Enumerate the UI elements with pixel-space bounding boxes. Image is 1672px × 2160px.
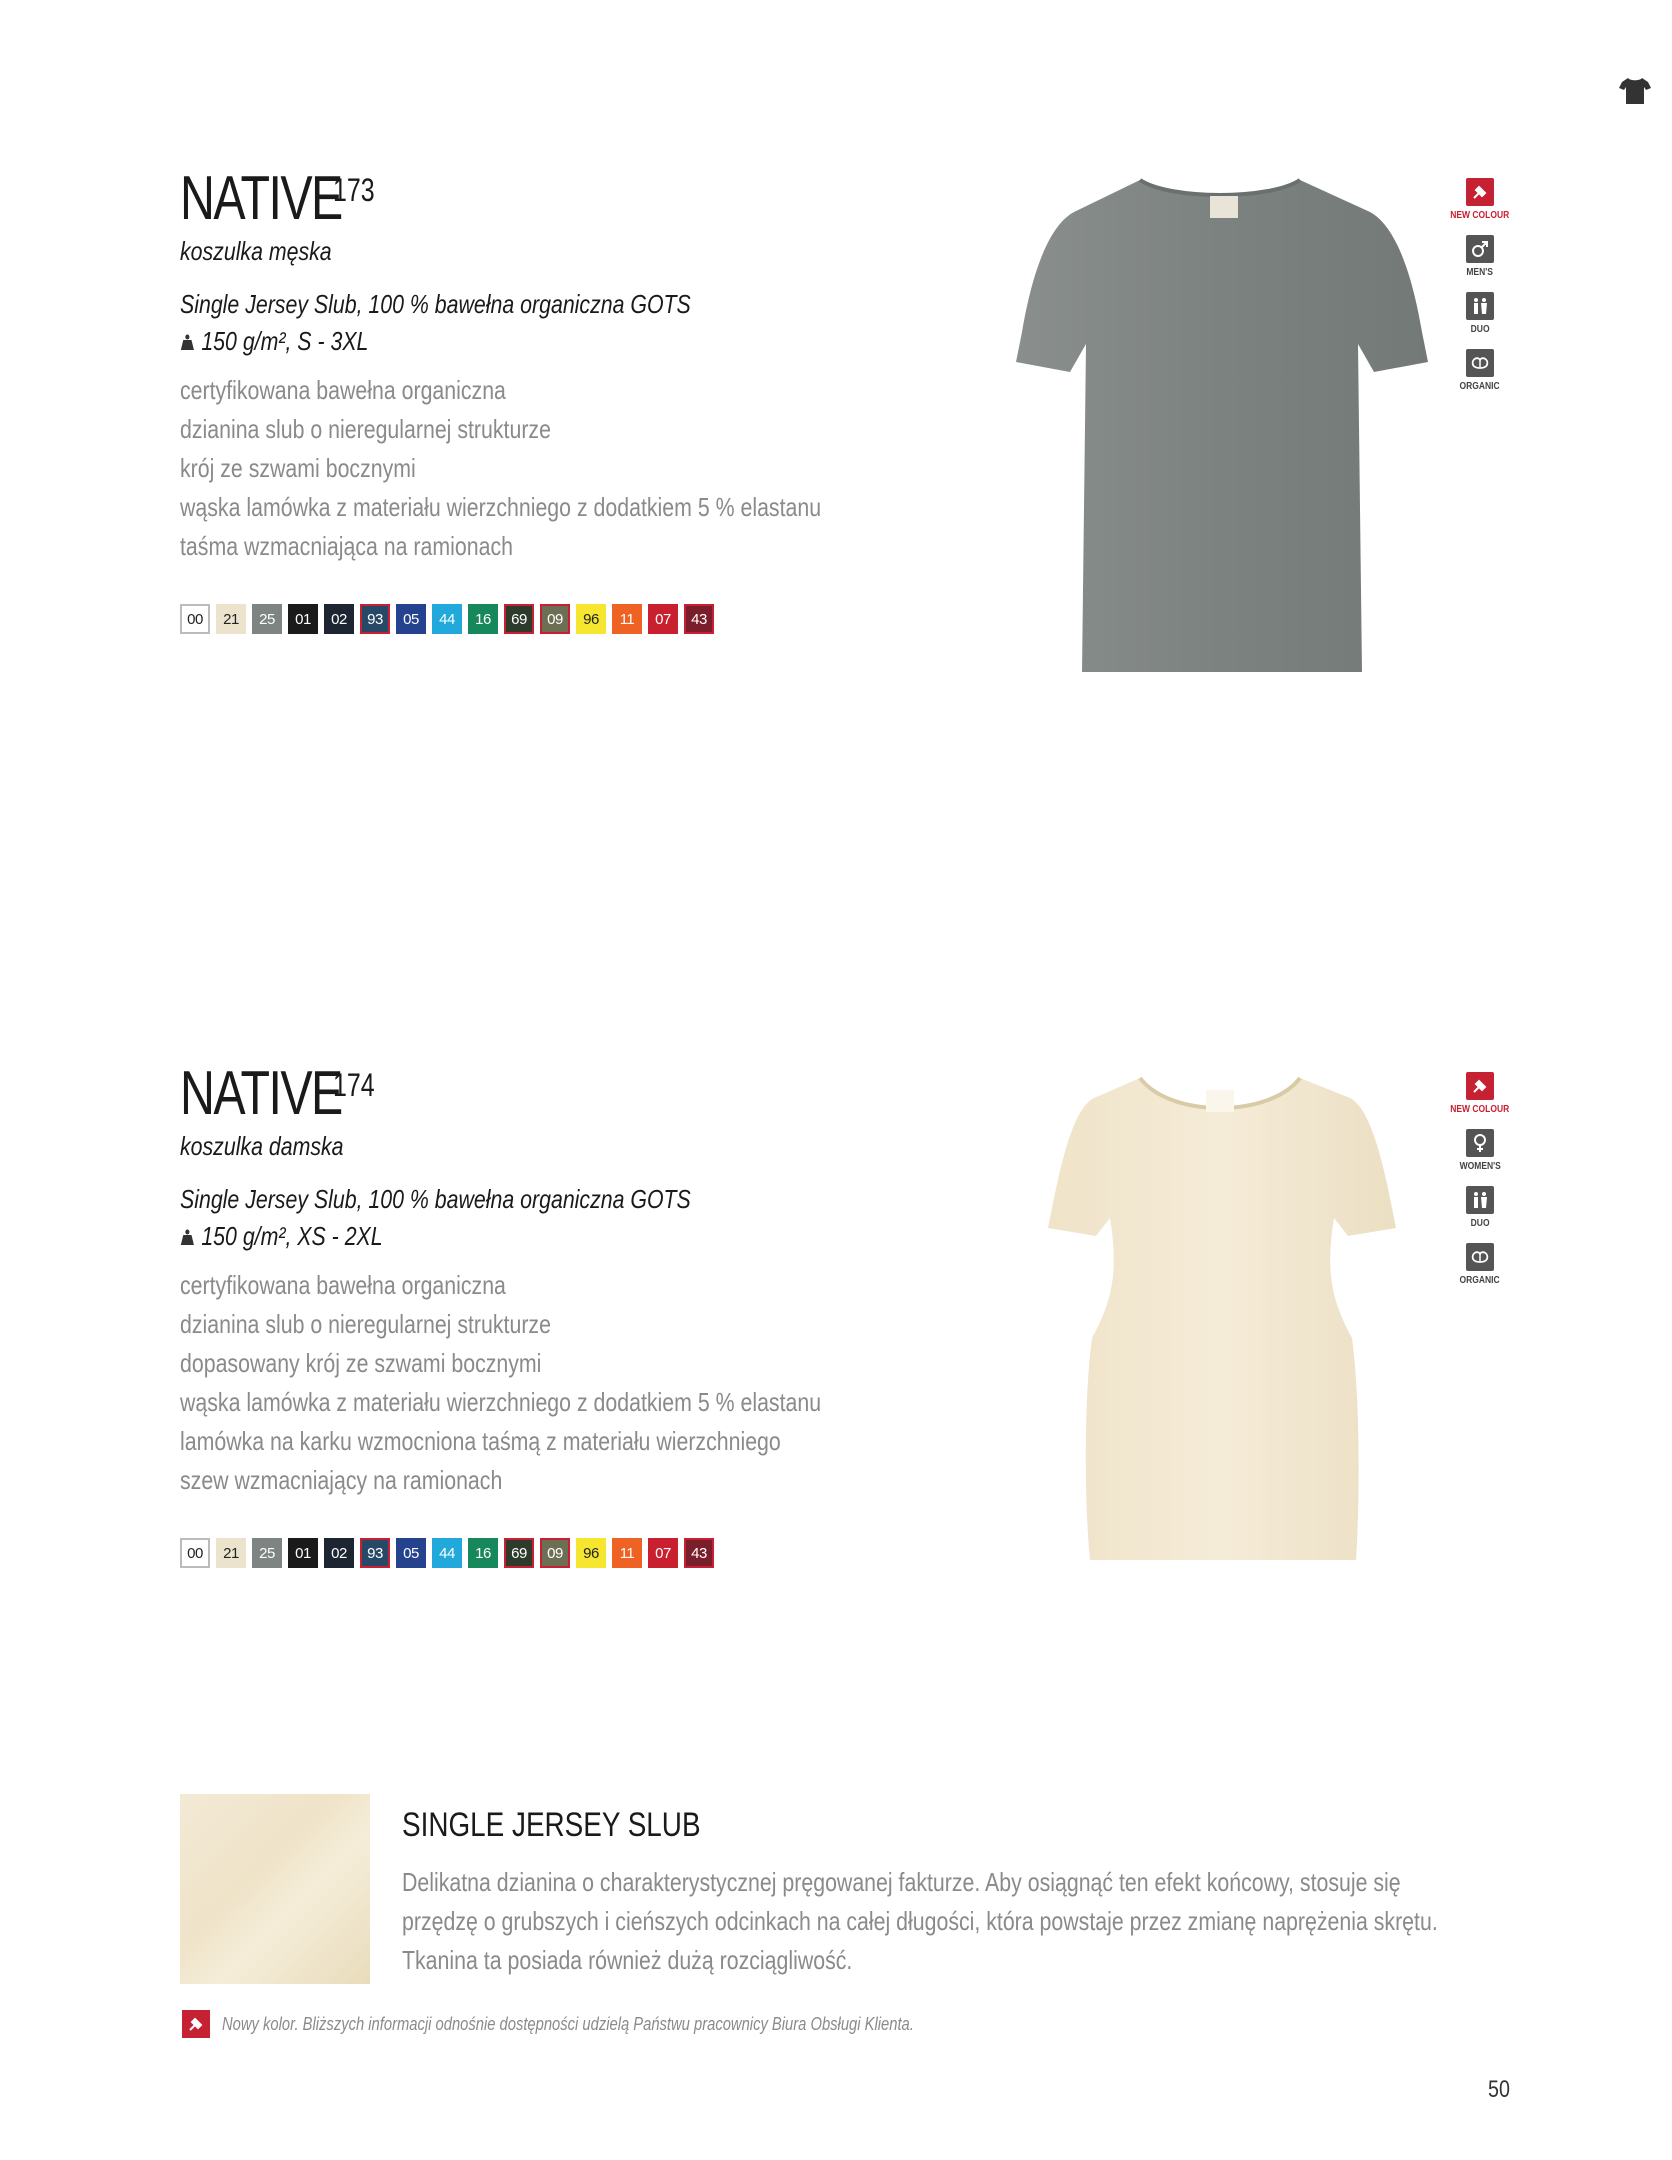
color-swatch: 16 bbox=[468, 604, 498, 634]
badge-label: ORGANIC bbox=[1459, 381, 1501, 392]
product-number: 173 bbox=[333, 172, 375, 208]
product-title-row bbox=[180, 1059, 1080, 1128]
color-swatch: 43 bbox=[684, 604, 714, 634]
mens-badge bbox=[1464, 235, 1495, 278]
feature-item: lamówka na karku wzmocniona taśmą z materiału wierzchniego bbox=[180, 1426, 781, 1456]
feature-item: taśma wzmacniająca na ramionach bbox=[180, 531, 513, 561]
color-swatch: 11 bbox=[612, 1538, 642, 1568]
tshirt-icon bbox=[1618, 76, 1652, 106]
feature-item: dzianina slub o nieregularnej strukturze bbox=[180, 414, 551, 444]
color-swatch: 00 bbox=[180, 604, 210, 634]
color-swatch: 93 bbox=[360, 1538, 390, 1568]
product-weight: 150 g/m², S - 3XL bbox=[201, 326, 369, 356]
color-swatch: 69 bbox=[504, 1538, 534, 1568]
organic-badge bbox=[1456, 1243, 1503, 1286]
new-colour-badge bbox=[1445, 1072, 1514, 1115]
feature-item: krój ze szwami bocznymi bbox=[180, 453, 416, 483]
duo-icon bbox=[1466, 292, 1494, 320]
badge-label: DUO bbox=[1470, 324, 1490, 335]
product-weight: 150 g/m², XS - 2XL bbox=[201, 1221, 383, 1251]
color-swatch: 96 bbox=[576, 1538, 606, 1568]
duo-icon bbox=[1466, 1186, 1494, 1214]
product-fabric: Single Jersey Slub, 100 % bawełna organiczna GOTS bbox=[180, 1184, 691, 1214]
color-swatch: 00 bbox=[180, 1538, 210, 1568]
color-swatch: 02 bbox=[324, 604, 354, 634]
color-swatch: 01 bbox=[288, 1538, 318, 1568]
feature-item: wąska lamówka z materiału wierzchniego z dodatkiem 5 % elastanu bbox=[180, 1387, 822, 1417]
feature-item: certyfikowana bawełna organiczna bbox=[180, 375, 506, 405]
badge-label: ORGANIC bbox=[1459, 1275, 1501, 1286]
product-title-row bbox=[180, 164, 1080, 233]
color-swatch: 93 bbox=[360, 604, 390, 634]
product-native-173 bbox=[180, 164, 1080, 634]
color-swatch: 07 bbox=[648, 604, 678, 634]
color-swatches bbox=[180, 1538, 1080, 1568]
paint-brush-icon bbox=[182, 2010, 210, 2038]
color-swatches bbox=[180, 604, 1080, 634]
product-subtitle: koszulka męska bbox=[180, 236, 332, 266]
section-title: SINGLE JERSEY SLUB bbox=[402, 1806, 701, 1844]
cotton-icon bbox=[1466, 1243, 1494, 1271]
product-weight-row bbox=[180, 326, 918, 357]
feature-list bbox=[180, 371, 1080, 566]
single-jersey-section bbox=[402, 1806, 1452, 1980]
duo-badge bbox=[1466, 292, 1494, 335]
color-swatch: 25 bbox=[252, 1538, 282, 1568]
product-subtitle: koszulka damska bbox=[180, 1131, 344, 1161]
male-symbol-icon bbox=[1466, 235, 1494, 263]
paint-brush-icon bbox=[1466, 178, 1494, 206]
color-swatch: 69 bbox=[504, 604, 534, 634]
color-swatch: 96 bbox=[576, 604, 606, 634]
color-swatch: 21 bbox=[216, 1538, 246, 1568]
paint-brush-icon bbox=[1466, 1072, 1494, 1100]
organic-badge bbox=[1456, 349, 1503, 392]
feature-item: certyfikowana bawełna organiczna bbox=[180, 1270, 506, 1300]
weight-icon bbox=[180, 333, 195, 351]
feature-item: szew wzmacniający na ramionach bbox=[180, 1465, 503, 1495]
tshirt-grey-image bbox=[1000, 172, 1440, 692]
cotton-icon bbox=[1466, 349, 1494, 377]
color-swatch: 44 bbox=[432, 1538, 462, 1568]
tshirt-almond-image bbox=[1030, 1068, 1410, 1578]
badge-column bbox=[1440, 178, 1520, 406]
color-swatch: 01 bbox=[288, 604, 318, 634]
color-swatch: 09 bbox=[540, 604, 570, 634]
feature-list bbox=[180, 1266, 1080, 1500]
page-number: 50 bbox=[1488, 2076, 1510, 2103]
footnote bbox=[182, 2010, 1066, 2038]
womens-badge bbox=[1456, 1129, 1505, 1172]
color-swatch: 16 bbox=[468, 1538, 498, 1568]
weight-icon bbox=[180, 1228, 195, 1246]
product-fabric: Single Jersey Slub, 100 % bawełna organiczna GOTS bbox=[180, 289, 691, 319]
color-swatch: 09 bbox=[540, 1538, 570, 1568]
product-title: NATIVE bbox=[180, 164, 342, 233]
feature-item: dzianina slub o nieregularnej strukturze bbox=[180, 1309, 551, 1339]
color-swatch: 02 bbox=[324, 1538, 354, 1568]
badge-column bbox=[1440, 1072, 1520, 1300]
duo-badge bbox=[1466, 1186, 1494, 1229]
color-swatch: 44 bbox=[432, 604, 462, 634]
product-native-174 bbox=[180, 1059, 1080, 1568]
badge-label: WOMEN'S bbox=[1459, 1161, 1501, 1172]
color-swatch: 07 bbox=[648, 1538, 678, 1568]
fabric-texture-image bbox=[180, 1794, 370, 1984]
badge-label: MEN'S bbox=[1466, 267, 1494, 278]
product-number: 174 bbox=[333, 1067, 375, 1103]
color-swatch: 05 bbox=[396, 604, 426, 634]
footnote-text: Nowy kolor. Bliższych informacji odnośnie dostępności udzielą Państwu pracownicy Biura Obsługi Klienta. bbox=[222, 2013, 914, 2034]
badge-label: NEW COLOUR bbox=[1450, 1104, 1510, 1115]
color-swatch: 21 bbox=[216, 604, 246, 634]
feature-item: dopasowany krój ze szwami bocznymi bbox=[180, 1348, 542, 1378]
feature-item: wąska lamówka z materiału wierzchniego z dodatkiem 5 % elastanu bbox=[180, 492, 822, 522]
new-colour-badge bbox=[1445, 178, 1514, 221]
badge-label: NEW COLOUR bbox=[1450, 210, 1510, 221]
female-symbol-icon bbox=[1466, 1129, 1494, 1157]
section-description: Delikatna dzianina o charakterystycznej pręgowanej fakturze. Aby osiągnąć ten efekt końcowy, stosuje się przędzę o grubszych i cieńszych odcinkach na całej długości, która powstaje przez zmianę naprężenia skrętu. Tkanina ta posiada również dużą rozciągliwość. bbox=[402, 1867, 1438, 1975]
product-title: NATIVE bbox=[180, 1059, 342, 1128]
color-swatch: 25 bbox=[252, 604, 282, 634]
color-swatch: 05 bbox=[396, 1538, 426, 1568]
badge-label: DUO bbox=[1470, 1218, 1490, 1229]
color-swatch: 11 bbox=[612, 604, 642, 634]
color-swatch: 43 bbox=[684, 1538, 714, 1568]
product-weight-row bbox=[180, 1221, 918, 1252]
